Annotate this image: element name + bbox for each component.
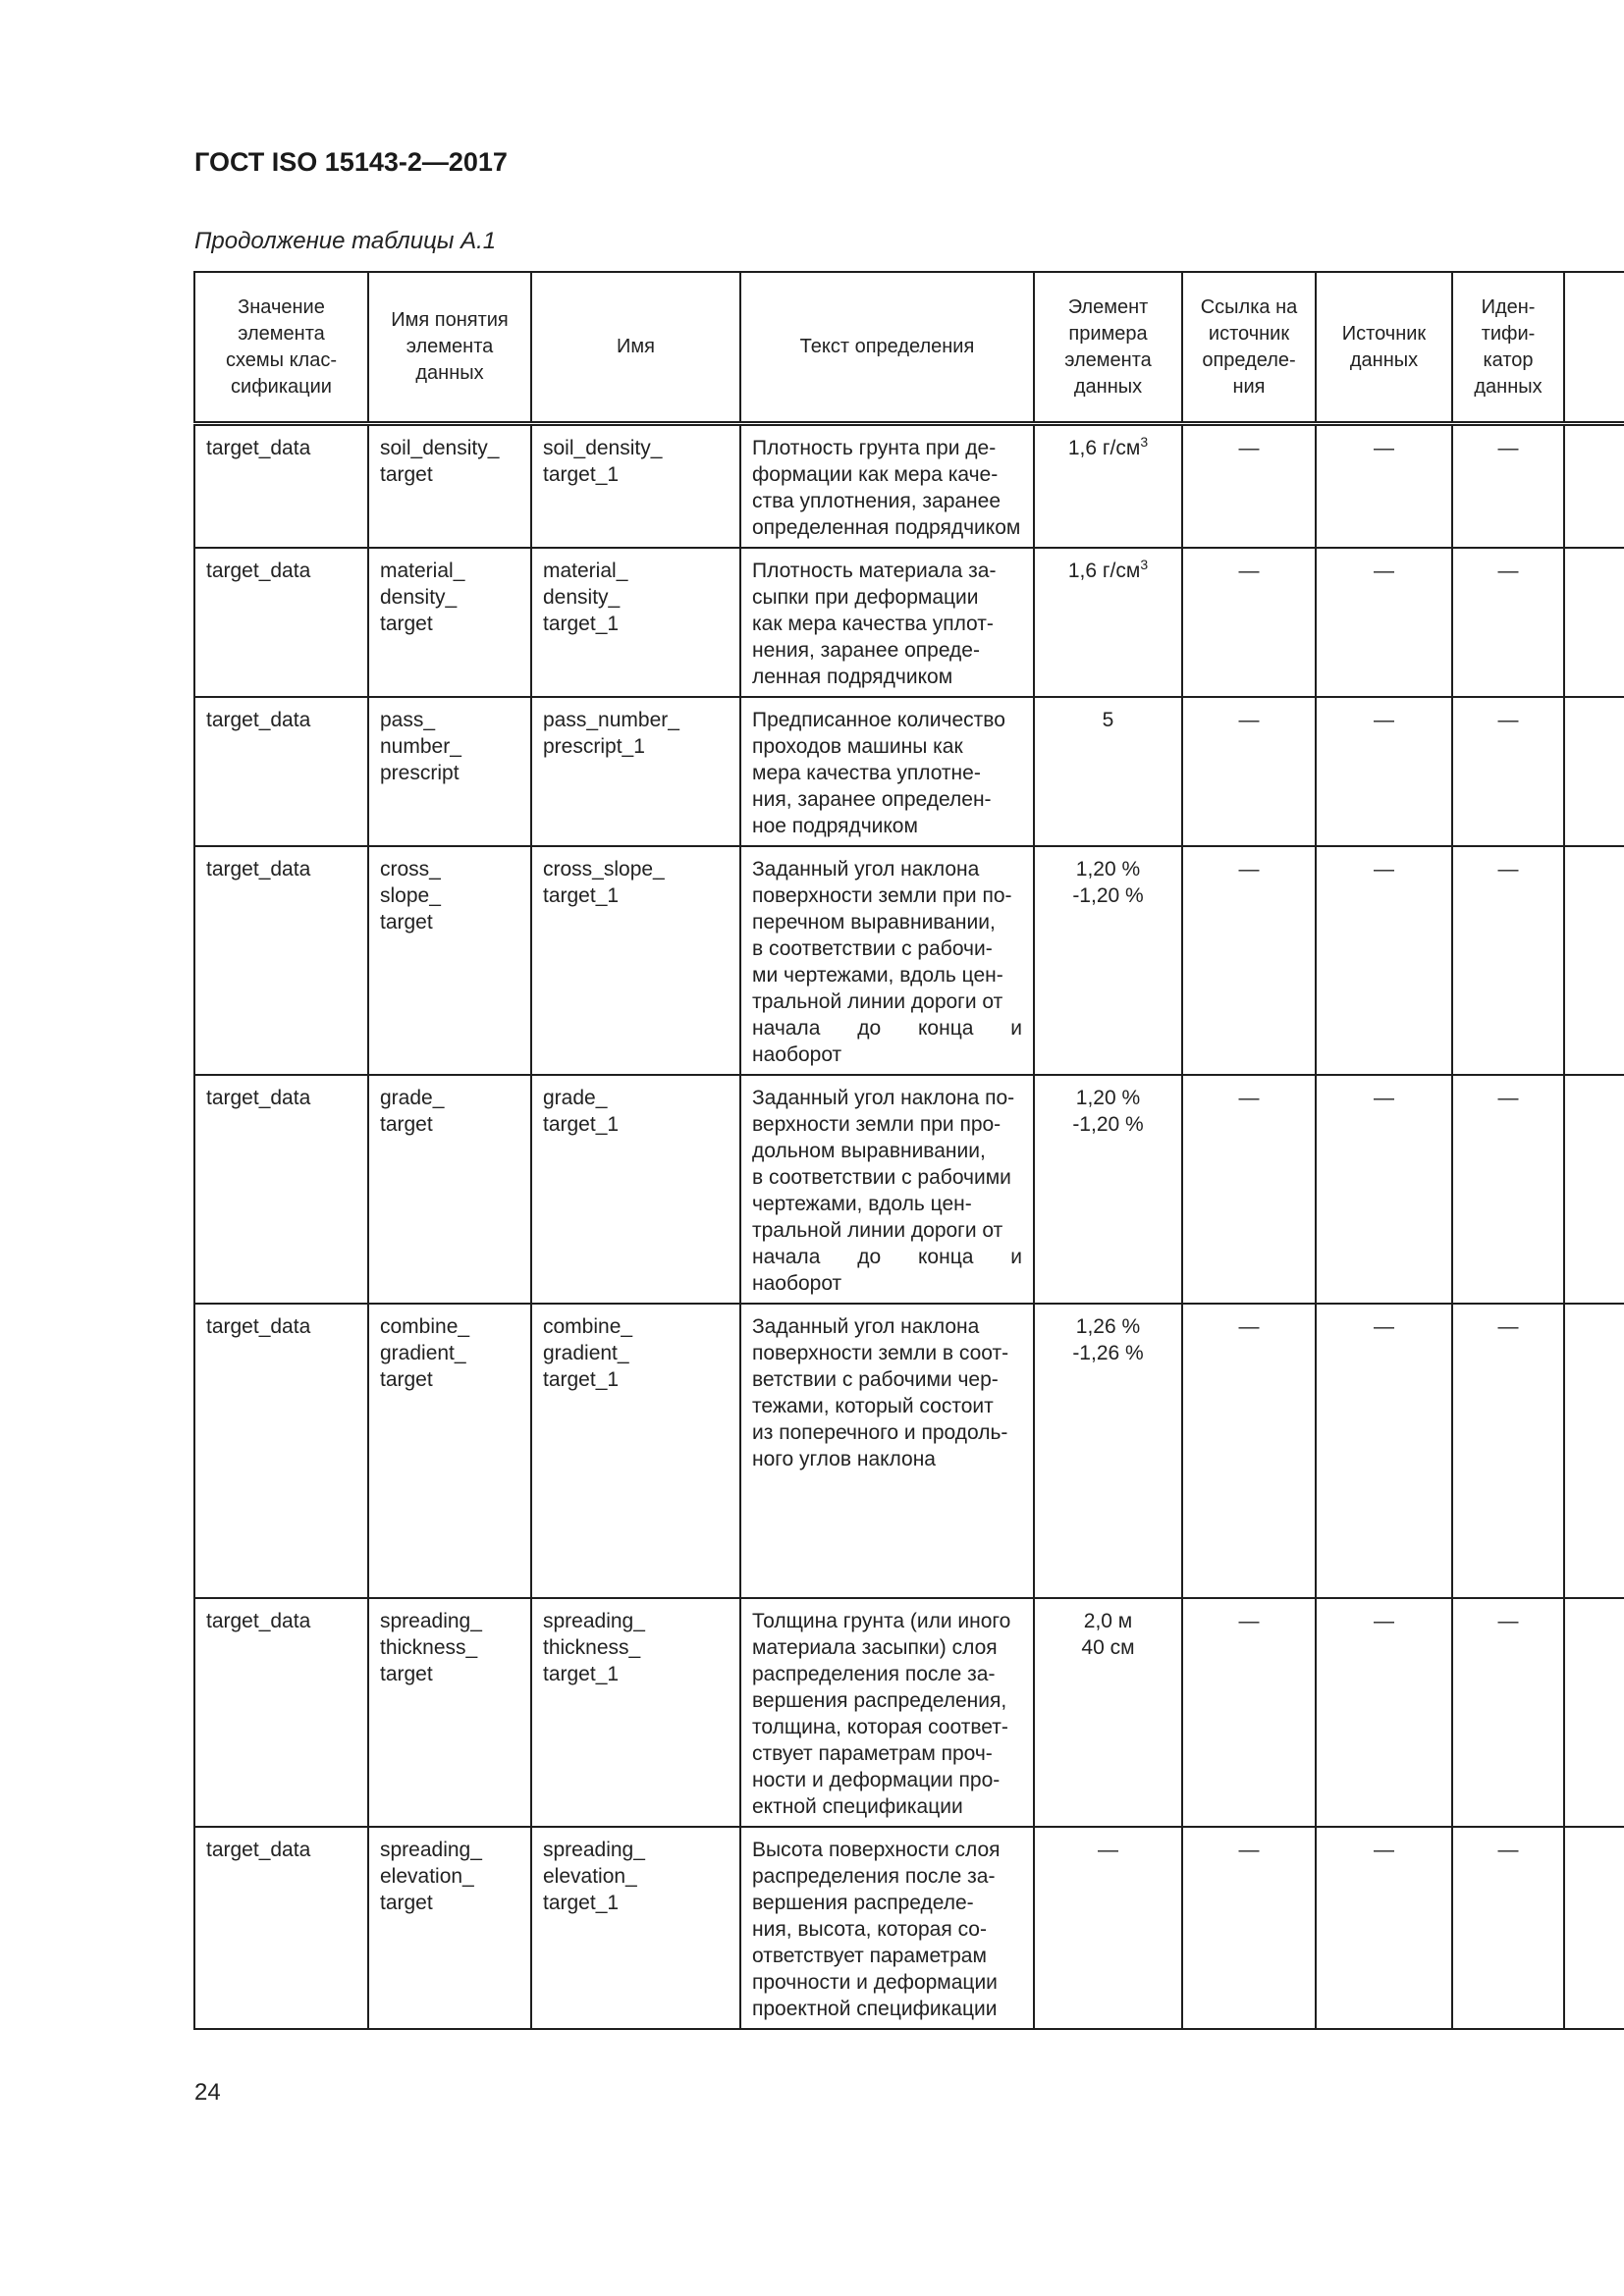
- example-cell: [1034, 697, 1182, 846]
- concept-name-cell: spreading_ elevation_ target: [368, 1827, 531, 2029]
- concept-name-cell: combine_ gradient_ target: [368, 1304, 531, 1598]
- source-ref-cell: —: [1182, 697, 1316, 846]
- example-cell: [1034, 846, 1182, 1075]
- example-value: 1,26 % -1,26 %: [1072, 1315, 1144, 1364]
- name-cell: spreading_ thickness_ target_1: [531, 1598, 740, 1827]
- example-value: 1,20 % -1,20 %: [1072, 858, 1144, 907]
- name-cell: grade_ target_1: [531, 1075, 740, 1304]
- definition-cell: Плотность грунта при де- формации как мера каче- ства уплотнения, заранее определенная подрядчиком: [740, 424, 1034, 549]
- data-id-cell: —: [1452, 548, 1564, 697]
- name-cell: combine_ gradient_ target_1: [531, 1304, 740, 1598]
- extra-cell: [1564, 548, 1624, 697]
- table-row: [194, 1304, 1624, 1598]
- example-cell: [1034, 1827, 1182, 2029]
- example-unit-superscript: 3: [1140, 557, 1149, 572]
- table-row: [194, 424, 1624, 549]
- header-concept-name: Имя понятия элемента данных: [368, 272, 531, 424]
- name-cell: soil_density_ target_1: [531, 424, 740, 549]
- data-id-cell: —: [1452, 1827, 1564, 2029]
- example-value: —: [1098, 1839, 1118, 1861]
- data-source-cell: —: [1316, 1304, 1452, 1598]
- table-caption: Продолжение таблицы А.1: [194, 228, 497, 254]
- definition-cell: Толщина грунта (или иного материала засыпки) слоя распределения после за- вершения распределения, толщина, которая соответ- ствует параметрам проч- ности и деформации про- ектной спецификации: [740, 1598, 1034, 1827]
- name-cell: cross_slope_ target_1: [531, 846, 740, 1075]
- table-row: [194, 1827, 1624, 2029]
- source-ref-cell: —: [1182, 1304, 1316, 1598]
- example-value: 5: [1102, 709, 1114, 731]
- name-cell: spreading_ elevation_ target_1: [531, 1827, 740, 2029]
- table-header-row: [194, 272, 1624, 424]
- table-row: [194, 1075, 1624, 1304]
- data-source-cell: —: [1316, 1075, 1452, 1304]
- scheme-value-cell: target_data: [194, 1075, 368, 1304]
- header-definition: Текст определения: [740, 272, 1034, 424]
- table-row: [194, 697, 1624, 846]
- definition-cell: Плотность материала за- сыпки при деформации как мера качества уплот- нения, заранее опреде- ленная подрядчиком: [740, 548, 1034, 697]
- standard-title: ГОСТ ISO 15143-2—2017: [194, 147, 508, 177]
- data-source-cell: —: [1316, 1598, 1452, 1827]
- extra-cell: [1564, 697, 1624, 846]
- example-cell: [1034, 548, 1182, 697]
- extra-cell: [1564, 424, 1624, 549]
- concept-name-cell: soil_density_ target: [368, 424, 531, 549]
- scheme-value-cell: target_data: [194, 548, 368, 697]
- table-container: [193, 271, 1624, 2030]
- header-data-id: Иден- тифи- катор данных: [1452, 272, 1564, 424]
- source-ref-cell: —: [1182, 1598, 1316, 1827]
- scheme-value-cell: target_data: [194, 1304, 368, 1598]
- header-name: Имя: [531, 272, 740, 424]
- table-row: [194, 548, 1624, 697]
- header-scheme-value: Значение элемента схемы клас- сификации: [194, 272, 368, 424]
- concept-name-cell: grade_ target: [368, 1075, 531, 1304]
- definition-cell: Заданный угол наклона поверхности земли при по- перечном выравнивании, в соответствии с рабочи- ми чертежами, вдоль цен- тральной линии дороги от начала до конца и наоборот: [740, 846, 1034, 1075]
- source-ref-cell: —: [1182, 424, 1316, 549]
- header-example: Элемент примера элемента данных: [1034, 272, 1182, 424]
- source-ref-cell: —: [1182, 846, 1316, 1075]
- example-value: 2,0 м 40 см: [1081, 1610, 1135, 1659]
- definition-cell: Предписанное количество проходов машины как мера качества уплотне- ния, заранее определен- ное подрядчиком: [740, 697, 1034, 846]
- example-unit-superscript: 3: [1140, 434, 1149, 450]
- concept-name-cell: pass_ number_ prescript: [368, 697, 531, 846]
- data-source-cell: —: [1316, 548, 1452, 697]
- extra-cell: [1564, 846, 1624, 1075]
- header-extra: [1564, 272, 1624, 424]
- scheme-value-cell: target_data: [194, 1827, 368, 2029]
- scheme-value-cell: target_data: [194, 697, 368, 846]
- page-number: 24: [194, 2079, 221, 2106]
- source-ref-cell: —: [1182, 548, 1316, 697]
- example-cell: [1034, 424, 1182, 549]
- scheme-value-cell: target_data: [194, 1598, 368, 1827]
- definition-cell: Заданный угол наклона по- верхности земли при про- дольном выравнивании, в соответствии с рабочими чертежами, вдоль цен- тральной линии дороги от начала до конца и наоборот: [740, 1075, 1034, 1304]
- example-value: 1,6 г/см: [1067, 560, 1141, 582]
- data-source-cell: —: [1316, 846, 1452, 1075]
- data-id-cell: —: [1452, 424, 1564, 549]
- table-row: [194, 1598, 1624, 1827]
- scheme-value-cell: target_data: [194, 846, 368, 1075]
- definition-cell: Высота поверхности слоя распределения после за- вершения распределе- ния, высота, которая со- ответствует параметрам прочности и деформации проектной спецификации: [740, 1827, 1034, 2029]
- source-ref-cell: —: [1182, 1075, 1316, 1304]
- example-value: 1,20 % -1,20 %: [1072, 1087, 1144, 1136]
- data-source-cell: —: [1316, 1827, 1452, 2029]
- example-cell: [1034, 1075, 1182, 1304]
- data-source-cell: —: [1316, 424, 1452, 549]
- definition-cell: Заданный угол наклона поверхности земли в соот- ветствии с рабочими чер- тежами, который состоит из поперечного и продоль- ного углов наклона: [740, 1304, 1034, 1598]
- data-elements-table: [193, 271, 1624, 2030]
- concept-name-cell: spreading_ thickness_ target: [368, 1598, 531, 1827]
- concept-name-cell: material_ density_ target: [368, 548, 531, 697]
- header-source-ref: Ссылка на источник определе- ния: [1182, 272, 1316, 424]
- data-source-cell: —: [1316, 697, 1452, 846]
- example-cell: [1034, 1598, 1182, 1827]
- data-id-cell: —: [1452, 1598, 1564, 1827]
- extra-cell: [1564, 1598, 1624, 1827]
- name-cell: material_ density_ target_1: [531, 548, 740, 697]
- source-ref-cell: —: [1182, 1827, 1316, 2029]
- concept-name-cell: cross_ slope_ target: [368, 846, 531, 1075]
- extra-cell: [1564, 1827, 1624, 2029]
- name-cell: pass_number_ prescript_1: [531, 697, 740, 846]
- scheme-value-cell: target_data: [194, 424, 368, 549]
- extra-cell: [1564, 1304, 1624, 1598]
- table-row: [194, 846, 1624, 1075]
- data-id-cell: —: [1452, 846, 1564, 1075]
- data-id-cell: —: [1452, 697, 1564, 846]
- data-id-cell: —: [1452, 1304, 1564, 1598]
- example-cell: [1034, 1304, 1182, 1598]
- header-data-source: Источник данных: [1316, 272, 1452, 424]
- extra-cell: [1564, 1075, 1624, 1304]
- data-id-cell: —: [1452, 1075, 1564, 1304]
- example-value: 1,6 г/см: [1067, 437, 1141, 459]
